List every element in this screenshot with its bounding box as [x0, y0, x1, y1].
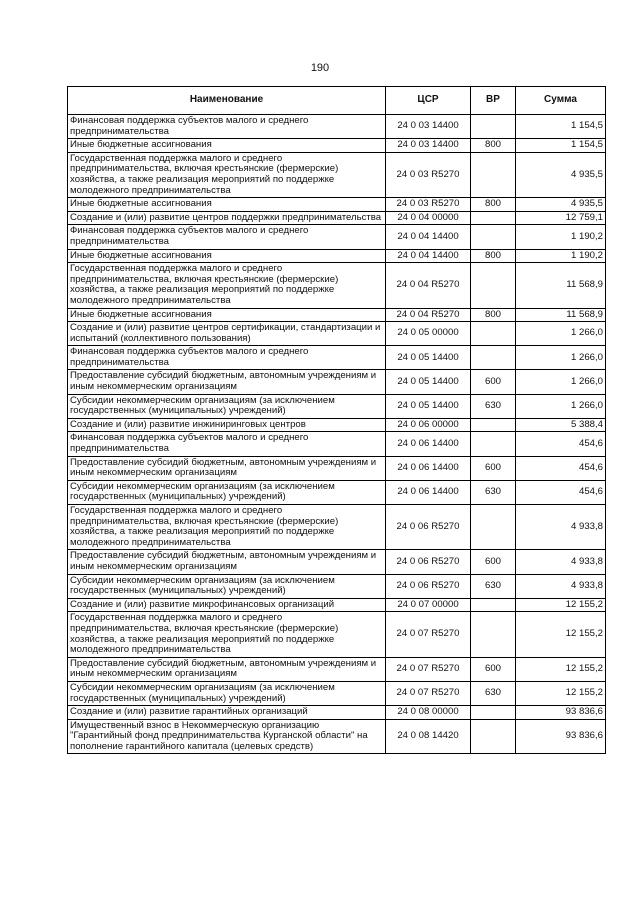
row-vr-cell [471, 598, 516, 612]
row-sum-cell: 12 155,2 [516, 612, 606, 657]
table-row [68, 598, 606, 612]
row-csr-cell: 24 0 06 14400 [386, 432, 471, 456]
table-row [68, 432, 606, 456]
row-name-cell: Финансовая поддержка субъектов малого и среднего предпринимательства [68, 346, 386, 370]
row-csr-cell: 24 0 05 00000 [386, 322, 471, 346]
row-csr-cell: 24 0 03 14400 [386, 139, 471, 153]
table-row [68, 480, 606, 504]
row-sum-cell: 4 935,5 [516, 152, 606, 197]
row-sum-cell: 12 155,2 [516, 681, 606, 705]
row-sum-cell: 1 154,5 [516, 139, 606, 153]
row-name-cell: Создание и (или) развитие микрофинансовых организаций [68, 598, 386, 612]
row-sum-cell: 4 935,5 [516, 198, 606, 212]
row-csr-cell: 24 0 04 R5270 [386, 308, 471, 322]
row-vr-cell [471, 505, 516, 550]
table-row [68, 211, 606, 225]
row-csr-cell: 24 0 07 R5270 [386, 612, 471, 657]
row-csr-cell: 24 0 07 00000 [386, 598, 471, 612]
row-vr-cell: 600 [471, 456, 516, 480]
row-sum-cell: 1 266,0 [516, 370, 606, 394]
header-vr: ВР [471, 87, 516, 115]
table-row [68, 657, 606, 681]
row-sum-cell: 93 836,6 [516, 719, 606, 754]
table-row [68, 152, 606, 197]
row-name-cell: Иные бюджетные ассигнования [68, 198, 386, 212]
row-vr-cell [471, 706, 516, 720]
row-name-cell: Государственная поддержка малого и среднего предпринимательства, включая крестьянские (фермерские) хозяйства, а также реализация мероприятий по поддержке молодежного предпринимательства [68, 612, 386, 657]
table-row [68, 249, 606, 263]
row-name-cell: Государственная поддержка малого и среднего предпринимательства, включая крестьянские (фермерские) хозяйства, а также реализация мероприятий по поддержке молодежного предпринимательства [68, 263, 386, 308]
row-vr-cell [471, 211, 516, 225]
table-row [68, 308, 606, 322]
row-sum-cell: 12 759,1 [516, 211, 606, 225]
row-vr-cell [471, 612, 516, 657]
header-csr: ЦСР [386, 87, 471, 115]
row-name-cell: Предоставление субсидий бюджетным, автономным учреждениям и иным некоммерческим организациям [68, 456, 386, 480]
row-vr-cell [471, 263, 516, 308]
row-sum-cell: 1 190,2 [516, 225, 606, 249]
row-sum-cell: 1 190,2 [516, 249, 606, 263]
row-vr-cell: 800 [471, 308, 516, 322]
row-csr-cell: 24 0 03 R5270 [386, 152, 471, 197]
budget-table [67, 86, 606, 754]
row-name-cell: Финансовая поддержка субъектов малого и среднего предпринимательства [68, 225, 386, 249]
row-vr-cell: 600 [471, 657, 516, 681]
row-name-cell: Государственная поддержка малого и среднего предпринимательства, включая крестьянские (фермерские) хозяйства, а также реализация мероприятий по поддержке молодежного предпринимательства [68, 152, 386, 197]
row-csr-cell: 24 0 06 14400 [386, 480, 471, 504]
table-row [68, 681, 606, 705]
row-name-cell: Предоставление субсидий бюджетным, автономным учреждениям и иным некоммерческим организациям [68, 370, 386, 394]
table-row [68, 198, 606, 212]
row-sum-cell: 454,6 [516, 456, 606, 480]
row-csr-cell: 24 0 05 14400 [386, 346, 471, 370]
row-name-cell: Создание и (или) развитие гарантийных организаций [68, 706, 386, 720]
row-csr-cell: 24 0 05 14400 [386, 394, 471, 418]
table-row [68, 456, 606, 480]
row-vr-cell [471, 418, 516, 432]
row-sum-cell: 1 154,5 [516, 115, 606, 139]
table-row [68, 550, 606, 574]
row-vr-cell: 800 [471, 139, 516, 153]
row-name-cell: Субсидии некоммерческим организациям (за исключением государственных (муниципальных) учреждений) [68, 574, 386, 598]
row-vr-cell: 600 [471, 370, 516, 394]
row-csr-cell: 24 0 08 14420 [386, 719, 471, 754]
row-sum-cell: 1 266,0 [516, 346, 606, 370]
row-csr-cell: 24 0 06 R5270 [386, 574, 471, 598]
row-csr-cell: 24 0 06 R5270 [386, 505, 471, 550]
row-name-cell: Финансовая поддержка субъектов малого и среднего предпринимательства [68, 432, 386, 456]
row-sum-cell: 11 568,9 [516, 308, 606, 322]
row-sum-cell: 1 266,0 [516, 394, 606, 418]
page-number: 190 [310, 62, 330, 74]
row-sum-cell: 12 155,2 [516, 657, 606, 681]
row-vr-cell: 630 [471, 480, 516, 504]
table-row [68, 719, 606, 754]
row-vr-cell [471, 346, 516, 370]
header-name: Наименование [68, 87, 386, 115]
table-row [68, 225, 606, 249]
row-sum-cell: 454,6 [516, 432, 606, 456]
row-sum-cell: 454,6 [516, 480, 606, 504]
row-name-cell: Создание и (или) развитие центров сертификации, стандартизации и испытаний (коллективного пользования) [68, 322, 386, 346]
row-vr-cell: 630 [471, 394, 516, 418]
row-sum-cell: 93 836,6 [516, 706, 606, 720]
row-sum-cell: 4 933,8 [516, 550, 606, 574]
row-csr-cell: 24 0 07 R5270 [386, 657, 471, 681]
row-csr-cell: 24 0 08 00000 [386, 706, 471, 720]
table-row [68, 612, 606, 657]
header-sum: Сумма [516, 87, 606, 115]
row-name-cell: Иные бюджетные ассигнования [68, 308, 386, 322]
table-row [68, 706, 606, 720]
row-sum-cell: 4 933,8 [516, 574, 606, 598]
row-name-cell: Субсидии некоммерческим организациям (за исключением государственных (муниципальных) учреждений) [68, 394, 386, 418]
row-csr-cell: 24 0 06 00000 [386, 418, 471, 432]
row-vr-cell [471, 115, 516, 139]
row-vr-cell: 630 [471, 574, 516, 598]
table-row [68, 346, 606, 370]
row-name-cell: Субсидии некоммерческим организациям (за исключением государственных (муниципальных) учреждений) [68, 681, 386, 705]
row-csr-cell: 24 0 05 14400 [386, 370, 471, 394]
row-sum-cell: 5 388,4 [516, 418, 606, 432]
row-csr-cell: 24 0 03 14400 [386, 115, 471, 139]
table-row [68, 370, 606, 394]
row-csr-cell: 24 0 04 14400 [386, 249, 471, 263]
table-row [68, 394, 606, 418]
row-vr-cell: 800 [471, 198, 516, 212]
row-vr-cell: 800 [471, 249, 516, 263]
row-name-cell: Предоставление субсидий бюджетным, автономным учреждениям и иным некоммерческим организациям [68, 550, 386, 574]
row-csr-cell: 24 0 04 00000 [386, 211, 471, 225]
table-row [68, 574, 606, 598]
row-csr-cell: 24 0 07 R5270 [386, 681, 471, 705]
row-csr-cell: 24 0 06 14400 [386, 456, 471, 480]
row-csr-cell: 24 0 04 R5270 [386, 263, 471, 308]
row-csr-cell: 24 0 06 R5270 [386, 550, 471, 574]
row-sum-cell: 12 155,2 [516, 598, 606, 612]
table-header-row [68, 87, 606, 115]
row-name-cell: Финансовая поддержка субъектов малого и среднего предпринимательства [68, 115, 386, 139]
row-name-cell: Иные бюджетные ассигнования [68, 139, 386, 153]
row-csr-cell: 24 0 03 R5270 [386, 198, 471, 212]
table-row [68, 115, 606, 139]
row-vr-cell [471, 432, 516, 456]
row-vr-cell: 630 [471, 681, 516, 705]
row-vr-cell [471, 322, 516, 346]
table-body [68, 115, 606, 754]
row-vr-cell [471, 152, 516, 197]
row-vr-cell [471, 719, 516, 754]
row-name-cell: Имущественный взнос в Некоммерческую организацию "Гарантийный фонд предпринимательства Курганской области" на пополнение гарантийного капитала (целевых средств) [68, 719, 386, 754]
row-sum-cell: 11 568,9 [516, 263, 606, 308]
row-vr-cell: 600 [471, 550, 516, 574]
row-name-cell: Субсидии некоммерческим организациям (за исключением государственных (муниципальных) учреждений) [68, 480, 386, 504]
table-row [68, 139, 606, 153]
table-row [68, 322, 606, 346]
row-vr-cell [471, 225, 516, 249]
row-sum-cell: 1 266,0 [516, 322, 606, 346]
table-row [68, 418, 606, 432]
table-row [68, 263, 606, 308]
table-row [68, 505, 606, 550]
row-name-cell: Государственная поддержка малого и среднего предпринимательства, включая крестьянские (фермерские) хозяйства, а также реализация мероприятий по поддержке молодежного предпринимательства [68, 505, 386, 550]
row-name-cell: Создание и (или) развитие инжиниринговых центров [68, 418, 386, 432]
row-name-cell: Создание и (или) развитие центров поддержки предпринимательства [68, 211, 386, 225]
row-csr-cell: 24 0 04 14400 [386, 225, 471, 249]
row-name-cell: Предоставление субсидий бюджетным, автономным учреждениям и иным некоммерческим организациям [68, 657, 386, 681]
row-sum-cell: 4 933,8 [516, 505, 606, 550]
row-name-cell: Иные бюджетные ассигнования [68, 249, 386, 263]
